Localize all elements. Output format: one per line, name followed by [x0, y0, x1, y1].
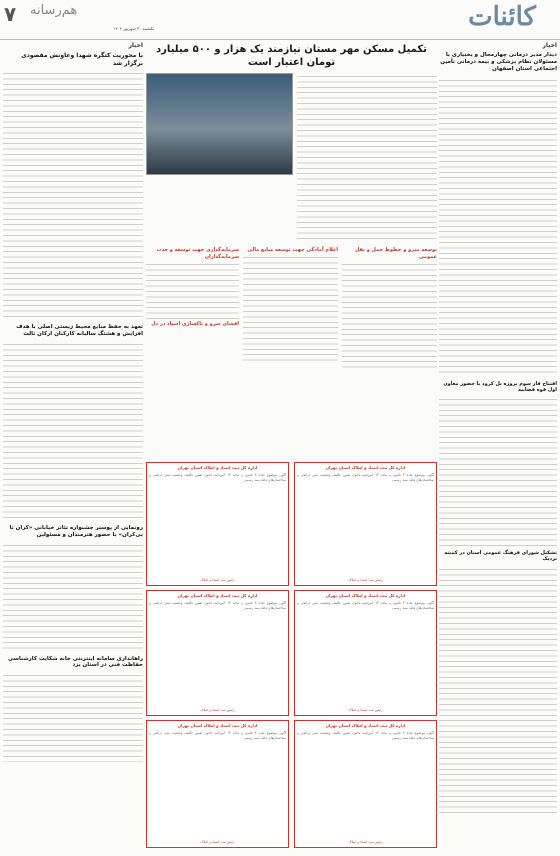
page-number: ۷: [4, 2, 17, 26]
ad-heading: اداره کل ثبت اسناد و املاک استان تهران: [177, 593, 258, 598]
main-story-title: تکمیل مسکن مهر مستان نیازمند یک هزار و ۵۰۰ میلیارد تومان اعتبار است: [156, 44, 427, 68]
meeting-photo: [146, 73, 293, 175]
section-label: اخبار: [128, 42, 143, 49]
subhead-2: اعلام آمادگی جهت توسعه منابع مالی: [247, 247, 338, 253]
section-label: اخبار: [542, 42, 557, 49]
right-story3-title: تشکیل شورای فرهنگ عمومی استان در کمیته نزدیک: [444, 550, 557, 563]
ad-heading: اداره کل ثبت اسناد و املاک استان تهران: [177, 723, 258, 728]
left-story4-body: [3, 672, 143, 762]
ad-footer: رئیس ثبت اسناد و املاک: [200, 578, 235, 582]
dateline: یکشنبه ۳۰ شهریور ۱۴۰۴: [113, 26, 154, 31]
main-col-a: [342, 247, 437, 387]
legal-ad-5: [294, 720, 437, 848]
main-body-4: [146, 261, 239, 321]
subhead-3: سرمایه‌گذاری جهت توسعه و جذب سرمایه‌گذاران: [156, 247, 239, 260]
right-column: [439, 40, 557, 852]
main-col-c: [146, 247, 239, 387]
logo: کائنات: [468, 2, 536, 32]
ad-subheading: آگهی موضوع ماده ۳ قانون و ماده ۱۳ آیین‌نامه قانون تعیین تکلیف وضعیت ثبتی اراضی و ساختمان‌های فاقد سند رسمی: [297, 601, 434, 610]
main-body-2: [342, 261, 437, 371]
ad-heading: اداره کل ثبت اسناد و املاک استان تهران: [325, 465, 406, 470]
right-story2-title: افتتاح فاز سوم پروژه پل کرود با حضور معاون اول قوه قضاییه: [443, 380, 557, 393]
right-lead-body: [439, 77, 557, 377]
ad-footer: رئیس ثبت اسناد و املاک: [348, 578, 383, 582]
main-text-col: [297, 73, 437, 243]
legal-ad-4: [146, 590, 289, 716]
ad-footer: رئیس ثبت اسناد و املاک: [200, 708, 235, 712]
ad-subheading: آگهی موضوع ماده ۳ قانون و ماده ۱۳ آیین‌نامه قانون تعیین تکلیف وضعیت ثبتی اراضی و ساختمان‌های فاقد سند رسمی: [149, 473, 286, 482]
left-story4-title: راهاندازی سامانه اینترنتی خانه شکایت کارشناسی حفاظت فنی در استان یزد: [7, 655, 143, 669]
main-story: [146, 40, 437, 852]
left-story2-body: [3, 341, 143, 521]
ad-heading: اداره کل ثبت اسناد و املاک استان تهران: [325, 723, 406, 728]
left-lead-body: [3, 70, 143, 320]
legal-ad-3: [294, 590, 437, 716]
ad-subheading: آگهی موضوع ماده ۳ قانون و ماده ۱۳ آیین‌نامه قانون تعیین تکلیف وضعیت ثبتی اراضی و ساختمان‌های فاقد سند رسمی: [297, 473, 434, 482]
paper-name: هم‌رسانه: [30, 3, 78, 18]
left-lead-title: با محوریت کنگره شهدا وعاونش مقصودی برگزار شد: [21, 52, 143, 67]
right-lead-title: دیدار مدیر درمانی چهارمحال و بختیاری با مسئولان نظام پزشکی و بیمه درمانی تأمین اجتماعی استان اصفهان: [440, 52, 557, 72]
right-story3-body: [439, 566, 557, 816]
main-col-b: [243, 247, 338, 387]
legal-ad-1: [294, 462, 437, 586]
left-story2-title: تعهد به حفظ منابع محیط زیستی اصلی با هدف افزایش و هشتگ سالیانه کارکنان ارکان ثالث: [16, 324, 143, 337]
left-story3-body: [3, 542, 143, 652]
subhead-1: توسعه مترو و خطوط حمل و نقل عمومی: [355, 247, 437, 260]
ad-heading: اداره کل ثبت اسناد و املاک استان تهران: [325, 593, 406, 598]
left-story3-title: رونمایی از پوستر جشنواره تئاتر خیابانی «کران تا بی‌کران» با حضور هنرمندان و مسئولین: [9, 524, 143, 538]
ad-subheading: آگهی موضوع ماده ۳ قانون و ماده ۱۳ آیین‌نامه قانون تعیین تکلیف وضعیت ثبتی اراضی و ساختمان‌های فاقد سند رسمی: [149, 601, 286, 610]
ad-footer: رئیس ثبت اسناد و املاک: [200, 840, 235, 844]
ad-heading: اداره کل ثبت اسناد و املاک استان تهران: [177, 465, 258, 470]
right-story2-body: [439, 396, 557, 546]
masthead: [0, 0, 560, 40]
subhead-4: افشای سرو و پاکسازی اسناد در دل: [151, 321, 239, 327]
ad-footer: رئیس ثبت اسناد و املاک: [348, 708, 383, 712]
main-body-3: [243, 254, 338, 364]
legal-ad-6: [146, 720, 289, 848]
left-column: [3, 40, 143, 852]
ad-footer: رئیس ثبت اسناد و املاک: [348, 840, 383, 844]
legal-ad-2: [146, 462, 289, 586]
main-body-1: [297, 73, 437, 243]
ad-subheading: آگهی موضوع ماده ۳ قانون و ماده ۱۳ آیین‌نامه قانون تعیین تکلیف وضعیت ثبتی اراضی و ساختمان‌های فاقد سند رسمی: [297, 731, 434, 740]
ad-subheading: آگهی موضوع ماده ۳ قانون و ماده ۱۳ آیین‌نامه قانون تعیین تکلیف وضعیت ثبتی اراضی و ساختمان‌های فاقد سند رسمی: [149, 731, 286, 740]
